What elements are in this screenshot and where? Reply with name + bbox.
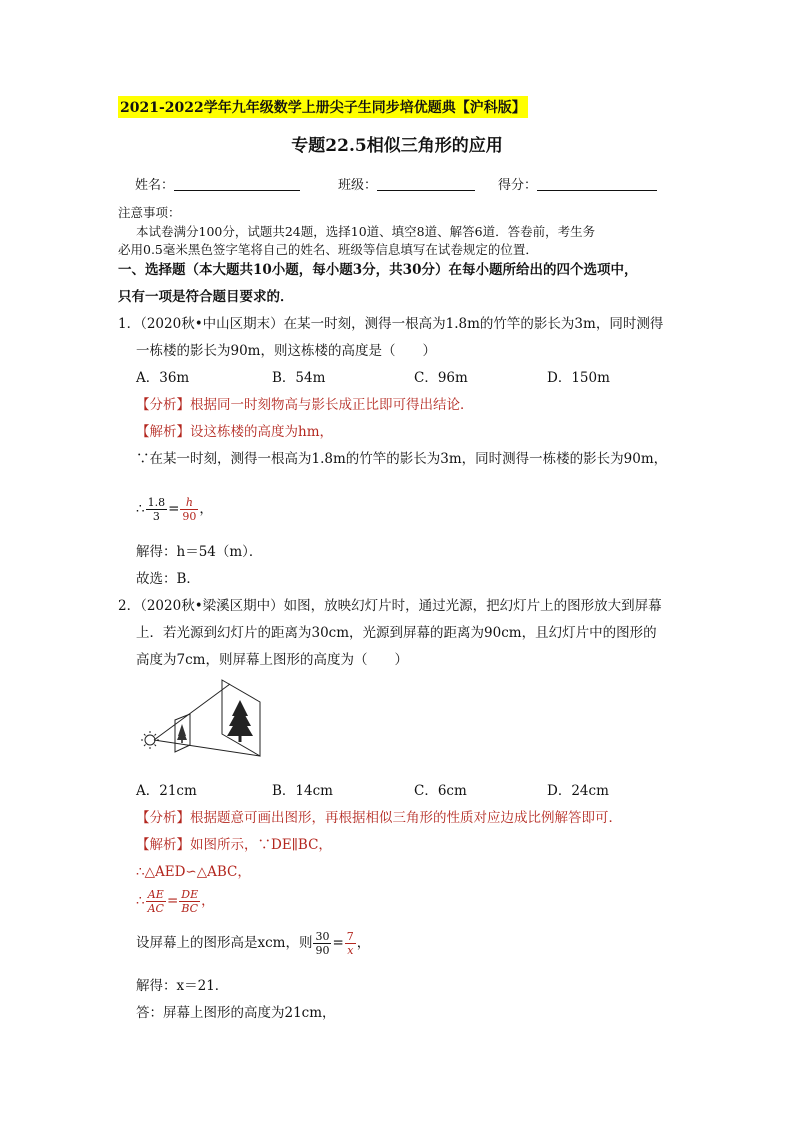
- score-field[interactable]: [498, 174, 657, 193]
- q1-option-d[interactable]: D．150m: [547, 370, 610, 386]
- section1-line2: 只有一项是符合题目要求的．: [118, 289, 294, 305]
- q2-option-b[interactable]: B．14cm: [272, 783, 333, 799]
- q2-answer: 答：屏幕上图形的高度为21cm，: [136, 1005, 336, 1021]
- q1-analysis: 【分析】根据同一时刻物高与影长成正比即可得出结论．: [136, 397, 474, 413]
- q1-solve: 解得：h＝54（m）．: [136, 544, 263, 560]
- q2-frac2-den: BC: [181, 902, 199, 915]
- q1-fraction-2: [180, 496, 198, 523]
- q2-setup-text: 设屏幕上的图形高是xcm，则: [136, 935, 313, 951]
- q2-frac4-den: x: [347, 944, 354, 957]
- q1-option-c[interactable]: C．96m: [414, 370, 468, 386]
- light-source-icon: [145, 735, 155, 745]
- notes-line1: 本试卷满分100分，试题共24题，选择10道、填空8道、解答6道．答卷前，考生务: [136, 224, 596, 239]
- q2-setup: [136, 930, 370, 957]
- name-label: 姓名：: [135, 178, 175, 193]
- section1-line1: 一、选择题（本大题共10小题，每小题3分，共30分）在每小题所给出的四个选项中，: [118, 262, 638, 278]
- large-tree-icon: [227, 700, 253, 742]
- q2-frac3-den: 90: [315, 944, 330, 957]
- q2-option-d[interactable]: D．24cm: [547, 783, 609, 799]
- q2-fraction-3: [313, 930, 331, 957]
- equals-sign: =: [168, 501, 180, 517]
- q1-stem-line2: 一栋楼的影长为90m，则这栋楼的高度是（ ）: [136, 343, 436, 359]
- q2-frac1-den: AC: [147, 902, 164, 915]
- equals-sign-2: =: [166, 893, 179, 909]
- q2-option-c[interactable]: C．6cm: [414, 783, 467, 799]
- notes-line2: 必用0.5毫米黑色签字笔将自己的姓名、班级等信息填写在试卷规定的位置．: [118, 242, 538, 257]
- equals-sign-3: =: [332, 935, 344, 951]
- class-label: 班级：: [338, 178, 378, 193]
- q2-fraction-4: [345, 930, 356, 957]
- small-tree-icon: [177, 724, 187, 743]
- q2-stem-line1: 2．（2020秋•梁溪区期中）如图，放映幻灯片时，通过光源，把幻灯片上的图形放大到屏幕: [118, 598, 662, 614]
- q2-proportion: [136, 888, 215, 915]
- projector-figure: [134, 672, 274, 768]
- q1-answer: 故选：B．: [136, 571, 200, 587]
- comma-2: ，: [201, 893, 215, 909]
- q1-frac1-den: 3: [152, 510, 160, 523]
- page-title: 专题22.5相似三角形的应用: [291, 136, 503, 156]
- class-blank[interactable]: [377, 178, 475, 191]
- q2-solve: 解得：x＝21．: [136, 978, 229, 994]
- q2-fraction-2: [179, 888, 200, 915]
- q2-analysis: 【分析】根据题意可画出图形，再根据相似三角形的性质对应边成比例解答即可．: [136, 810, 622, 826]
- q2-solution: 【解析】如图所示，∵DE∥BC，: [136, 837, 332, 853]
- q2-frac1-num: AE: [146, 888, 166, 902]
- q2-similar: ∴△AED∽△ABC，: [136, 864, 251, 880]
- q2-frac3-num: 30: [315, 930, 330, 943]
- name-field[interactable]: [135, 174, 300, 193]
- therefore-symbol: ∴: [136, 501, 145, 517]
- class-field[interactable]: [338, 174, 475, 193]
- q2-frac4-num: 7: [346, 930, 354, 943]
- q1-proportion: [136, 496, 213, 523]
- q1-fraction-1: [146, 496, 168, 523]
- q2-option-a[interactable]: A．21cm: [136, 783, 197, 799]
- series-title: 2021-2022学年九年级数学上册尖子生同步培优题典【沪科版】: [118, 96, 528, 118]
- q1-frac1-num: 1.8: [147, 496, 166, 509]
- q2-stem-line3: 高度为7cm，则屏幕上图形的高度为（ ）: [136, 652, 408, 668]
- q1-frac2-den: 90: [182, 510, 197, 523]
- q1-solution: 【解析】设这栋楼的高度为hm，: [136, 424, 333, 440]
- comma-3: ，: [356, 935, 371, 951]
- score-label: 得分：: [498, 178, 538, 193]
- q1-frac2-num: h: [180, 496, 198, 510]
- comma: ，: [199, 501, 213, 517]
- q1-option-a[interactable]: A．36m: [136, 370, 190, 386]
- q1-stem-line1: 1．（2020秋•中山区期末）在某一时刻，测得一根高为1.8m的竹竿的影长为3m，同时测得: [118, 316, 664, 332]
- notes-heading: 注意事项：: [118, 205, 181, 220]
- q1-option-b[interactable]: B．54m: [272, 370, 326, 386]
- q1-because: ∵在某一时刻，测得一根高为1.8m的竹竿的影长为3m，同时测得一栋楼的影长为90m，: [136, 451, 668, 467]
- therefore-symbol-2: ∴: [136, 893, 145, 909]
- score-blank[interactable]: [537, 178, 657, 191]
- q2-fraction-1: [146, 888, 166, 915]
- name-blank[interactable]: [174, 178, 300, 191]
- q2-stem-line2: 上．若光源到幻灯片的距离为30cm，光源到屏幕的距离为90cm，且幻灯片中的图形的: [136, 625, 657, 641]
- q2-frac2-num: DE: [181, 888, 199, 901]
